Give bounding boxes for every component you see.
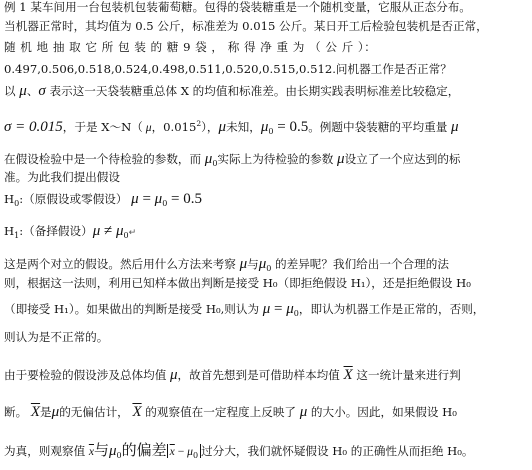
- xbar-symbol: $\overline{X}$: [30, 404, 41, 420]
- equation-value: = 0.5: [167, 191, 202, 207]
- mu0-symbol: μ: [187, 445, 193, 458]
- text-run: 以: [4, 84, 20, 98]
- hypothesis-h0: [4, 190, 528, 213]
- text-run: ），: [201, 120, 219, 134]
- return-mark-icon: ↵: [128, 228, 137, 238]
- text-run: 由于要检验的假设涉及总体均值: [4, 368, 170, 382]
- text-run: 、: [26, 84, 39, 98]
- text-run: 则认为是不正常的。: [4, 330, 109, 344]
- text-run: 过分大，我们就怀疑假设 H₀ 的正确性从而拒绝 H₀。: [201, 444, 474, 458]
- subscript: 0: [212, 159, 218, 168]
- text-run: 的差异呢？我们给出一个合理的法: [271, 257, 449, 271]
- subscript: 0: [116, 451, 122, 460]
- mu0-symbol: μ: [260, 119, 269, 135]
- mu-symbol: μ: [337, 151, 345, 167]
- text-run: ，于是 X～N（: [62, 120, 143, 134]
- not-equal-sign: ≠: [100, 223, 116, 239]
- sigma-equation: σ = 0.015: [4, 119, 63, 135]
- text-line-4: [4, 62, 528, 77]
- mu0-symbol: μ: [258, 256, 267, 272]
- text-run: 准。为此我们提出假设: [4, 170, 120, 184]
- subscript: 0: [162, 199, 168, 208]
- mu0-symbol: μ: [286, 301, 294, 317]
- text-run: 的无偏估计，: [59, 405, 133, 419]
- text-run: 设立了一个应达到的标: [344, 152, 461, 166]
- sample-values: 0.497,0.506,0.518,0.524,0.498,0.511,0.520,0.515,0.512.问机器工作是否正常？: [4, 62, 452, 76]
- text-line-11: [4, 300, 528, 323]
- text-run: 是: [40, 405, 52, 419]
- sigma-symbol: σ: [38, 84, 46, 99]
- text-run: 与: [247, 257, 259, 271]
- text-run: ，故首先想到是可借助样本均值: [177, 368, 344, 382]
- text-line-15: [4, 440, 528, 466]
- xbar-symbol: $\overline{X}$: [132, 404, 142, 420]
- sampling-desc: 随 机 地 抽 取 它 所 包 装 的 糖 9 袋 ， 称 得 净 重 为 （ 公 斤 ）：: [4, 40, 377, 54]
- text-line-12: [4, 330, 528, 345]
- text-run: :（原假设或零假设）: [19, 192, 132, 206]
- subscript: 1: [14, 231, 20, 240]
- mu0-symbol: μ: [115, 223, 124, 239]
- text-run: 这一统计量来进行判: [352, 368, 461, 382]
- absolute-deviation: [167, 444, 201, 458]
- text-line-5: [4, 84, 528, 99]
- mu-symbol: μ: [131, 191, 139, 207]
- mu-symbol: μ: [299, 404, 308, 420]
- text-line-8: [4, 170, 528, 185]
- text-line-1: [4, 0, 528, 15]
- equation-value: = 0.5: [273, 119, 309, 135]
- text-line-14: [4, 403, 528, 421]
- text-run: （即接受 H₁）。如果做出的判断是接受 H₀,则认为: [4, 302, 263, 316]
- mu-symbol: μ: [170, 367, 178, 383]
- mu-symbol: μ: [51, 404, 60, 420]
- text-run: 与: [94, 441, 110, 459]
- example-intro: 例 1 某车间用一台包装机包装葡萄糖。包得的袋装糖重是一个随机变量，它服从正态分布。: [4, 0, 471, 14]
- text-run: 的偏差: [121, 441, 167, 459]
- text-run: 的大小。因此，如果假设 H₀: [307, 405, 457, 419]
- subscript: 0: [266, 264, 272, 273]
- mu-symbol: μ: [142, 121, 152, 134]
- subscript: 0: [293, 309, 299, 318]
- h1-label: H: [4, 224, 15, 238]
- machine-normal-desc: 当机器正常时，其均值为 0.5 公斤，标准差为 0.015 公斤。某日开工后检验包装机是否正常，: [4, 19, 488, 33]
- text-run: ，即认为机器工作是正常的，否则，: [298, 302, 485, 316]
- mu-symbol: μ: [239, 256, 248, 272]
- subscript: 0: [268, 127, 274, 136]
- subscript: 0: [192, 451, 199, 460]
- hypothesis-h1: [4, 222, 528, 245]
- xbar-symbol: $\overline{x}$: [88, 445, 94, 458]
- subscript: 0: [123, 231, 129, 240]
- minus-sign: −: [174, 445, 188, 458]
- h0-label: H: [4, 192, 15, 206]
- text-run: :（备择假设）: [19, 224, 93, 238]
- text-line-10: [4, 276, 528, 291]
- text-run: 表示这一天袋装糖重总体 X 的均值和标准差。由长期实践表明标准差比较稳定，: [45, 84, 460, 98]
- text-line-2: [4, 19, 528, 34]
- xbar-symbol: $\overline{X}$: [343, 367, 353, 383]
- equals-sign: =: [138, 191, 155, 207]
- mu0-symbol: μ: [204, 151, 213, 167]
- mu-symbol: μ: [92, 223, 101, 239]
- mu-symbol: μ: [262, 301, 271, 317]
- mu-symbol: μ: [218, 119, 227, 135]
- text-run: 为真，则观察值: [4, 444, 89, 458]
- text-line-13: [4, 366, 528, 384]
- text-line-3: [4, 40, 528, 55]
- mu0-symbol: μ: [109, 443, 117, 459]
- xbar-symbol: $\overline{x}$: [169, 445, 175, 458]
- equals-sign: =: [270, 301, 287, 317]
- text-line-6: [4, 114, 528, 142]
- superscript: 2: [196, 119, 202, 128]
- subscript: 0: [14, 199, 20, 208]
- text-line-9: [4, 255, 528, 278]
- text-run: 这是两个对立的假设。然后用什么方法来考察: [4, 257, 240, 271]
- text-run: 在假设检验中是一个待检验的参数，而: [4, 152, 205, 166]
- mu-symbol: μ: [19, 84, 27, 99]
- text-run: 未知，: [226, 120, 261, 134]
- text-run: 实际上为待检验的参数: [217, 152, 338, 166]
- text-run: 则，根据这一法则，利用已知样本做出判断是接受 H₀（即拒绝假设 H₁），还是拒绝假设 H₀: [4, 276, 471, 290]
- text-run: 。例题中袋装糖的平均重量: [308, 120, 452, 134]
- mu0-symbol: μ: [154, 191, 163, 207]
- mu-symbol: μ: [451, 119, 459, 135]
- text-run: ，0.015: [151, 120, 197, 134]
- text-run: 的观察值在一定程度上反映了: [141, 405, 300, 419]
- text-run: 断。: [4, 405, 31, 419]
